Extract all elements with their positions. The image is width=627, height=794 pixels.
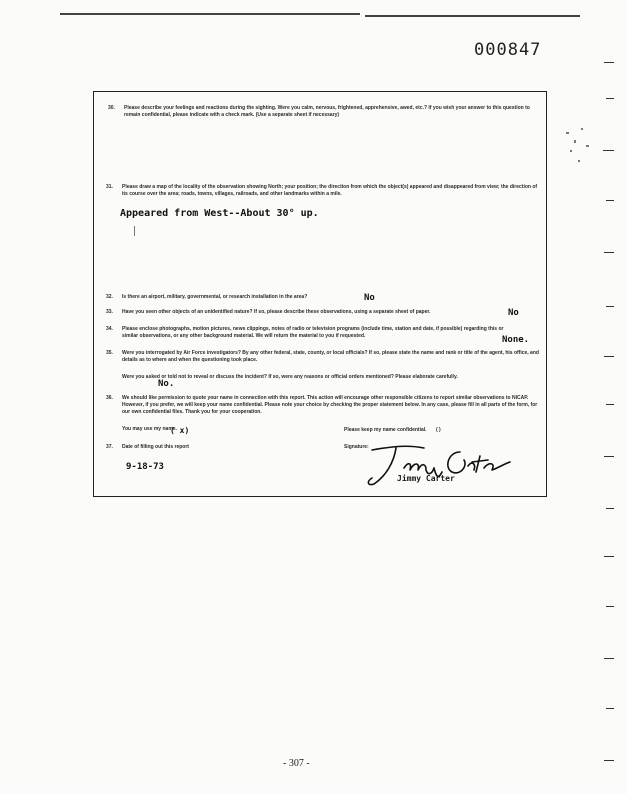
question-number: 37. bbox=[106, 444, 113, 450]
margin-tick bbox=[604, 62, 614, 63]
answer-35b: No. bbox=[158, 379, 175, 389]
document-number: 000847 bbox=[474, 40, 542, 60]
margin-tick bbox=[606, 98, 614, 99]
report-date: 9-18-73 bbox=[126, 462, 164, 472]
margin-tick bbox=[606, 404, 614, 405]
scan-speck bbox=[586, 145, 589, 147]
top-edge-rule bbox=[365, 15, 580, 17]
keep-confidential-label bbox=[344, 427, 504, 434]
may-use-name-text: You may use my name. bbox=[122, 426, 177, 432]
margin-tick bbox=[604, 456, 614, 457]
question-text: Please draw a map of the locality of the observation showing North; your position; the direction from which the object(s) appeared and disappeared from view; the direction of its course over the area; roads, towns, villages, railroads, and other landmarks within a mile. bbox=[122, 184, 538, 197]
may-use-name-checkbox: ( x) bbox=[170, 426, 190, 435]
question-number: 32. bbox=[106, 294, 113, 300]
question-text: We should like permission to quote your name in connection with this report. This action will encourage other responsible citizens to report similar observations to NICAP. However, if you prefer, we will keep your name confidential. Please note your choice by checking the proper statement below. In any case, please fill in all parts of the form, for our own confidential files. Thank you for your cooperation. bbox=[122, 395, 538, 415]
question-number: 31. bbox=[106, 184, 113, 190]
page-number: - 307 - bbox=[283, 758, 310, 769]
question-text: Date of filling out this report bbox=[122, 444, 189, 450]
margin-tick bbox=[604, 556, 614, 557]
margin-tick bbox=[606, 606, 614, 607]
margin-tick bbox=[604, 356, 614, 357]
answer-32: No bbox=[364, 293, 375, 303]
question-text: Have you seen other objects of an unidentified nature? If so, please describe these observations, using a separate sheet of paper. bbox=[122, 309, 431, 315]
scan-speck bbox=[566, 132, 569, 134]
question-number: 36. bbox=[106, 395, 113, 401]
margin-tick bbox=[606, 508, 614, 509]
top-edge-rule bbox=[60, 13, 360, 15]
margin-tick bbox=[606, 200, 614, 201]
scan-speck bbox=[581, 128, 583, 130]
keep-confidential-text: Please keep my name confidential. bbox=[344, 427, 427, 433]
scan-speck bbox=[574, 140, 576, 143]
answer-34: None. bbox=[502, 335, 530, 345]
keep-confidential-checkbox: ( ) bbox=[435, 427, 441, 433]
question-text: Were you interrogated by Air Force investigators? By any other federal, state, county, or local officials? If so, please state the name and rank or title of the agent, his office, and details as to where and when the questioning took place. bbox=[122, 350, 539, 363]
margin-tick bbox=[603, 150, 614, 151]
question-number: 35. bbox=[106, 350, 113, 356]
answer-33: No bbox=[508, 308, 519, 318]
question-number: 30. bbox=[108, 105, 115, 111]
margin-tick bbox=[604, 252, 614, 253]
question-text: Please enclose photographs, motion pictures, news clippings, notes of radio or television programs (include time, station and date, if possible) regarding this or similar observations, or any other background material. We will return the material to you if requested. bbox=[122, 326, 504, 339]
margin-tick bbox=[606, 306, 614, 307]
question-number: 33. bbox=[106, 309, 113, 315]
margin-tick bbox=[604, 658, 614, 659]
answer-31: Appeared from West--About 30° up. bbox=[120, 208, 319, 219]
signature-label-text: Signature: bbox=[344, 444, 369, 450]
margin-tick bbox=[604, 760, 614, 761]
typed-signer-name: Jimmy Carter bbox=[397, 474, 455, 483]
question-text: Were you asked or told not to reveal or discuss the incident? If so, were any reasons or official orders mentioned? Please elaborate carefully. bbox=[122, 374, 458, 380]
scan-speck bbox=[570, 150, 572, 152]
question-number: 34. bbox=[106, 326, 113, 332]
scan-speck bbox=[578, 160, 580, 162]
question-text: Is there an airport, military, governmental, or research installation in the area? bbox=[122, 294, 308, 300]
margin-tick bbox=[606, 708, 614, 709]
question-text: Please describe your feelings and reactions during the sighting. Were you calm, nervous, frightened, apprehensive, awed, etc.? If you wish your answer to this question to remain confidential, please indicate with a check mark. (Use a separate sheet if necessary) bbox=[124, 105, 530, 118]
